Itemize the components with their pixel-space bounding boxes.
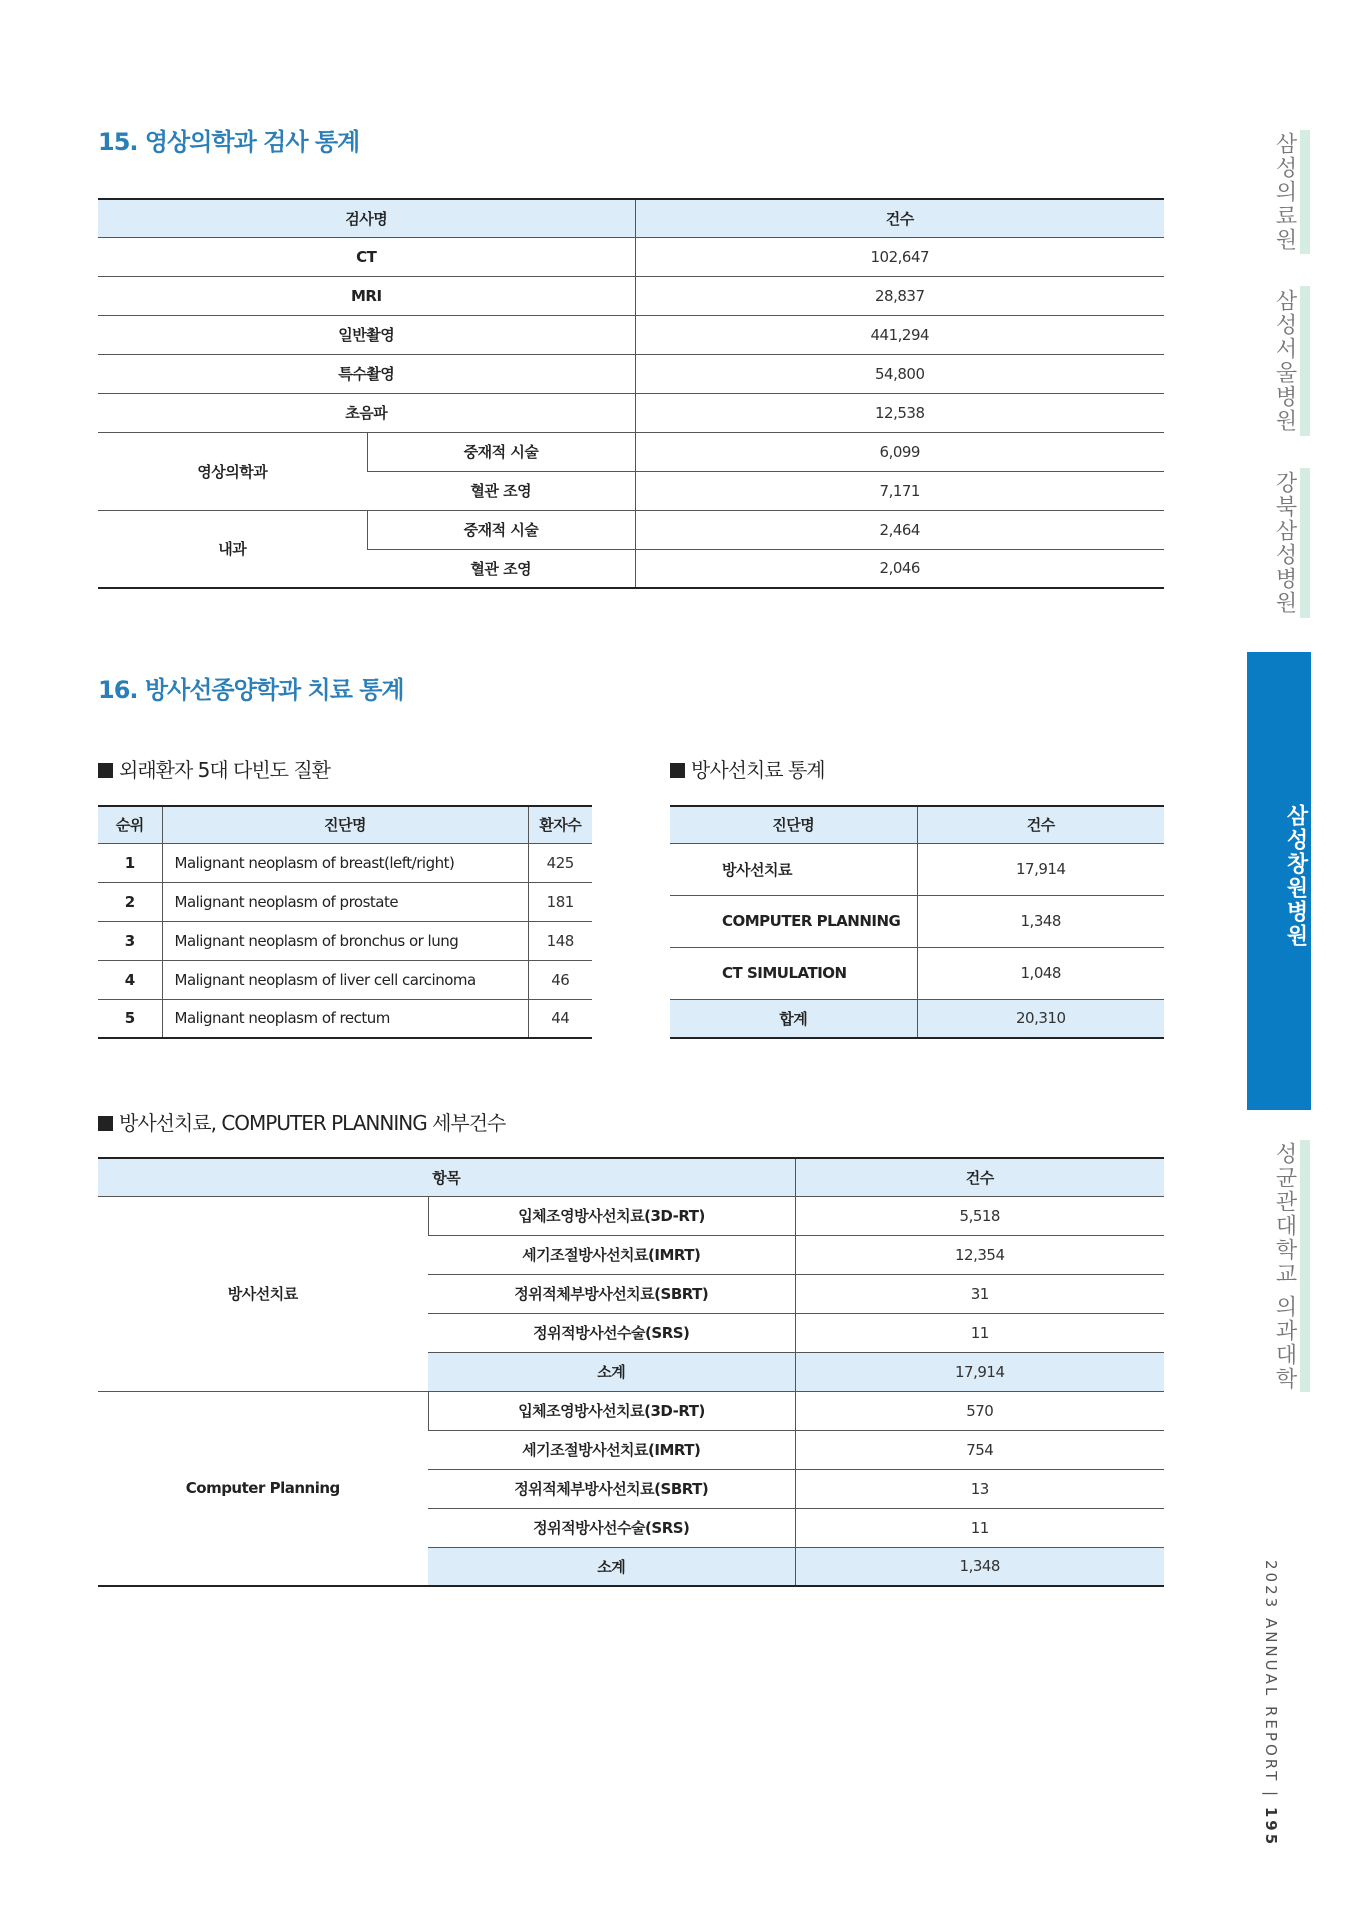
dept-name: 내과	[98, 510, 367, 588]
header-patients: 환자수	[528, 806, 592, 843]
radiotherapy-stats-table	[670, 805, 1164, 1039]
header-exam-name: 검사명	[98, 199, 635, 237]
table-row	[98, 960, 592, 999]
table-row	[98, 315, 1164, 354]
procedure-count: 2,046	[635, 549, 1164, 588]
total-count: 20,310	[917, 999, 1164, 1038]
item-count: 12,354	[795, 1235, 1164, 1274]
header-diagnosis: 진단명	[162, 806, 528, 843]
side-tab-skku-medicine[interactable]: 성균관대학교 의과대학	[1272, 1141, 1297, 1391]
procedure-name: 중재적 시술	[367, 432, 635, 471]
top5-subtitle-text: 외래환자 5대 다빈도 질환	[119, 758, 330, 782]
total-label: 합계	[670, 999, 917, 1038]
procedure-name: 중재적 시술	[367, 510, 635, 549]
category-cell: 방사선치료	[98, 1196, 428, 1391]
header-diagnosis: 진단명	[670, 806, 917, 843]
item-name: 세기조절방사선치료(IMRT)	[428, 1235, 795, 1274]
diagnosis-cell: Malignant neoplasm of rectum	[162, 999, 528, 1038]
square-bullet-icon	[98, 1116, 113, 1131]
count-cell: 1,348	[917, 895, 1164, 947]
item-count: 11	[795, 1313, 1164, 1352]
side-tab-bar	[1300, 468, 1310, 618]
page-number: 195	[1262, 1806, 1280, 1848]
exam-count: 54,800	[635, 354, 1164, 393]
table-row	[98, 510, 1164, 549]
exam-name: CT	[98, 237, 635, 276]
header-count: 건수	[635, 199, 1164, 237]
top5-subtitle	[98, 754, 330, 783]
detail-subtitle-text: 방사선치료, COMPUTER PLANNING 세부건수	[119, 1111, 506, 1135]
subtotal-count: 1,348	[795, 1547, 1164, 1586]
table-row	[98, 432, 1164, 471]
item-name: 정위적체부방사선치료(SBRT)	[428, 1274, 795, 1313]
exam-count: 28,837	[635, 276, 1164, 315]
table-row	[98, 276, 1164, 315]
patients-cell: 46	[528, 960, 592, 999]
detail-subtitle	[98, 1107, 505, 1136]
side-tab-samsung-changwon-hospital[interactable]	[1247, 652, 1311, 1110]
section-16-title: 16. 방사선종양학과 치료 통계	[98, 676, 404, 704]
table-row	[98, 393, 1164, 432]
table-row	[98, 1391, 1164, 1430]
diagnosis-cell: Malignant neoplasm of bronchus or lung	[162, 921, 528, 960]
rank-cell: 4	[98, 960, 162, 999]
procedure-name: 혈관 조영	[367, 471, 635, 510]
item-count: 31	[795, 1274, 1164, 1313]
header-rank: 순위	[98, 806, 162, 843]
diagnosis-cell: Malignant neoplasm of breast(left/right)	[162, 843, 528, 882]
item-count: 13	[795, 1469, 1164, 1508]
diagnosis-cell: CT SIMULATION	[670, 947, 917, 999]
patients-cell: 181	[528, 882, 592, 921]
rank-cell: 1	[98, 843, 162, 882]
exam-name: 특수촬영	[98, 354, 635, 393]
table-row	[98, 843, 592, 882]
patients-cell: 148	[528, 921, 592, 960]
imaging-stats-table	[98, 198, 1164, 589]
exam-name: MRI	[98, 276, 635, 315]
side-tab-kangbuk-samsung-hospital[interactable]: 강북삼성병원	[1272, 471, 1297, 615]
table-row	[670, 895, 1164, 947]
rank-cell: 3	[98, 921, 162, 960]
subtotal-count: 17,914	[795, 1352, 1164, 1391]
count-cell: 1,048	[917, 947, 1164, 999]
item-count: 5,518	[795, 1196, 1164, 1235]
total-row	[670, 999, 1164, 1038]
stats-subtitle-text: 방사선치료 통계	[691, 758, 825, 782]
side-tab-bar	[1300, 1140, 1310, 1392]
patients-cell: 425	[528, 843, 592, 882]
stats-subtitle	[670, 754, 825, 783]
table-row	[98, 999, 592, 1038]
side-tab-samsung-seoul-hospital[interactable]: 삼성서울병원	[1272, 289, 1297, 433]
header-item: 항목	[98, 1158, 795, 1196]
side-tab-bar	[1300, 130, 1310, 254]
exam-count: 102,647	[635, 237, 1164, 276]
item-count: 11	[795, 1508, 1164, 1547]
item-name: 입체조영방사선치료(3D-RT)	[428, 1196, 795, 1235]
table-row	[670, 947, 1164, 999]
item-name: 정위적방사선수술(SRS)	[428, 1313, 795, 1352]
diagnosis-cell: Malignant neoplasm of liver cell carcinoma	[162, 960, 528, 999]
diagnosis-cell: COMPUTER PLANNING	[670, 895, 917, 947]
subtotal-label: 소계	[428, 1547, 795, 1586]
page-footer	[1250, 1560, 1280, 1847]
category-cell: Computer Planning	[98, 1391, 428, 1586]
table-row	[670, 843, 1164, 895]
square-bullet-icon	[98, 763, 113, 778]
exam-name: 초음파	[98, 393, 635, 432]
item-name: 정위적방사선수술(SRS)	[428, 1508, 795, 1547]
procedure-name: 혈관 조영	[470, 559, 532, 578]
item-name: 세기조절방사선치료(IMRT)	[428, 1430, 795, 1469]
procedure-count: 7,171	[635, 471, 1164, 510]
subtotal-label: 소계	[428, 1352, 795, 1391]
exam-count: 12,538	[635, 393, 1164, 432]
table-row	[98, 1196, 1164, 1235]
patients-cell: 44	[528, 999, 592, 1038]
count-cell: 17,914	[917, 843, 1164, 895]
side-tab-bar	[1300, 286, 1310, 436]
top5-diagnosis-table	[98, 805, 592, 1039]
rank-cell: 5	[124, 1009, 135, 1028]
diagnosis-cell: Malignant neoplasm of prostate	[162, 882, 528, 921]
active-tab-label: 삼성창원병원	[1283, 804, 1308, 948]
procedure-count: 6,099	[635, 432, 1164, 471]
rank-cell: 2	[98, 882, 162, 921]
item-name: 정위적체부방사선치료(SBRT)	[428, 1469, 795, 1508]
section-15-title: 15. 영상의학과 검사 통계	[98, 128, 360, 156]
detail-count-table	[98, 1157, 1164, 1587]
side-tab-samsung-medical-center[interactable]: 삼성의료원	[1272, 132, 1297, 252]
table-row	[98, 921, 592, 960]
procedure-count: 2,464	[635, 510, 1164, 549]
item-count: 754	[795, 1430, 1164, 1469]
header-count: 건수	[917, 806, 1164, 843]
table-row	[98, 882, 592, 921]
dept-name: 영상의학과	[98, 432, 367, 510]
item-name: 입체조영방사선치료(3D-RT)	[428, 1391, 795, 1430]
diagnosis-cell: 방사선치료	[670, 843, 917, 895]
exam-name: 일반촬영	[98, 315, 635, 354]
header-count: 건수	[795, 1158, 1164, 1196]
item-count: 570	[795, 1391, 1164, 1430]
table-row	[98, 237, 1164, 276]
annual-report-label: 2023 ANNUAL REPORT |	[1262, 1560, 1280, 1807]
exam-count: 441,294	[635, 315, 1164, 354]
table-row	[98, 354, 1164, 393]
square-bullet-icon	[670, 763, 685, 778]
